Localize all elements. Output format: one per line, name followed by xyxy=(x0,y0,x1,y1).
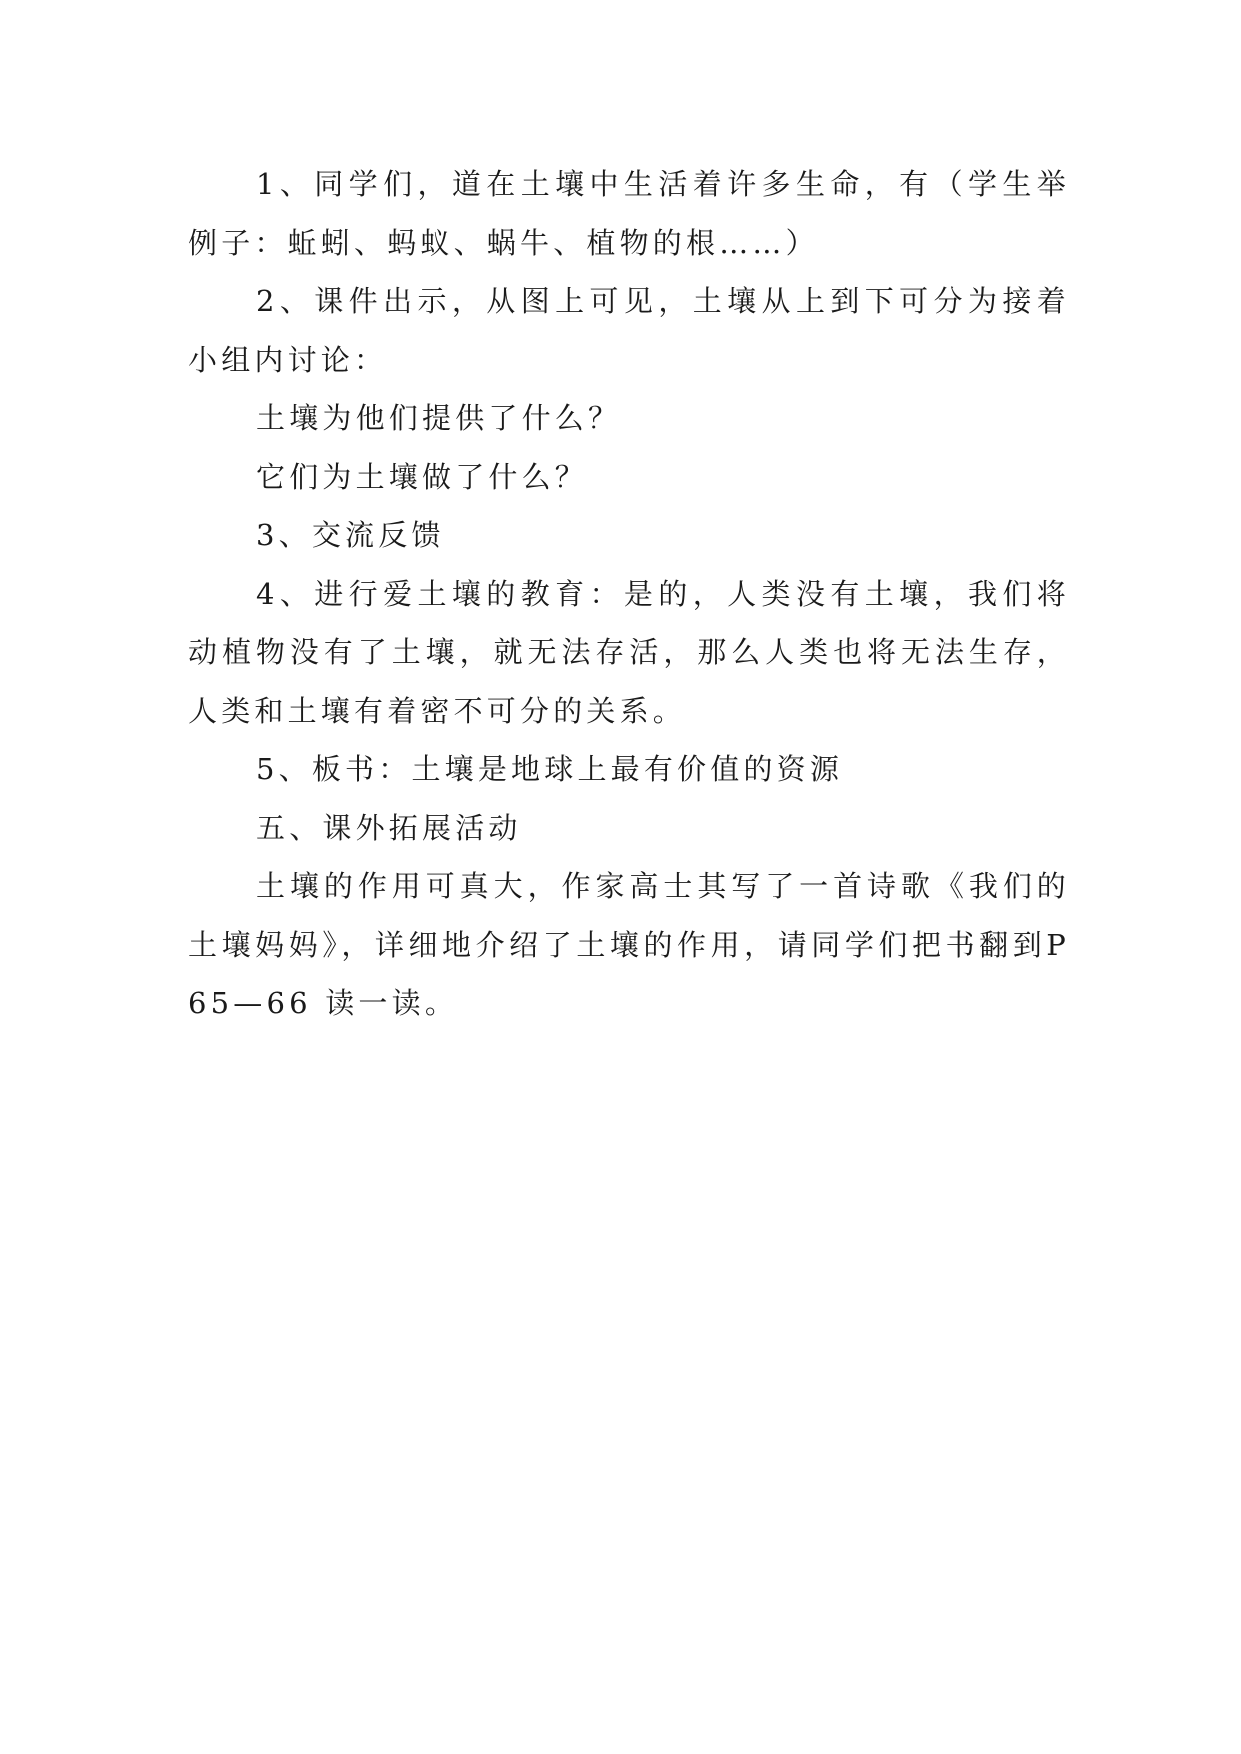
section-heading: 五、课外拓展活动 xyxy=(256,810,522,845)
paragraph-1: 1、同学们，道在土壤中生活着许多生命，有（学生举例子：蚯蚓、蚂蚁、蜗牛、植物的根……） xyxy=(188,167,1070,260)
paragraph-2: 2、课件出示，从图上可见，土壤从上到下可分为接着小组内讨论： xyxy=(188,284,1070,377)
paragraph-5: 3、交流反馈 xyxy=(256,518,445,552)
paragraph-9: 土壤的作用可真大，作家高士其写了一首诗歌《我们的土壤妈妈》，详细地介绍了土壤的作用，请同学们把书翻到P65—66 读一读。 xyxy=(188,869,1070,1020)
paragraph-6: 4、进行爱土壤的教育：是的，人类没有土壤，我们将动植物没有了土壤，就无法存活，那么人类也将无法生存，人类和土壤有着密不可分的关系。 xyxy=(188,576,1070,728)
paragraph-4: 它们为土壤做了什么？ xyxy=(256,459,589,494)
document-body xyxy=(188,155,1070,1033)
paragraph-3: 土壤为他们提供了什么？ xyxy=(256,401,622,435)
paragraph-7: 5、板书：土壤是地球上最有价值的资源 xyxy=(256,752,844,786)
